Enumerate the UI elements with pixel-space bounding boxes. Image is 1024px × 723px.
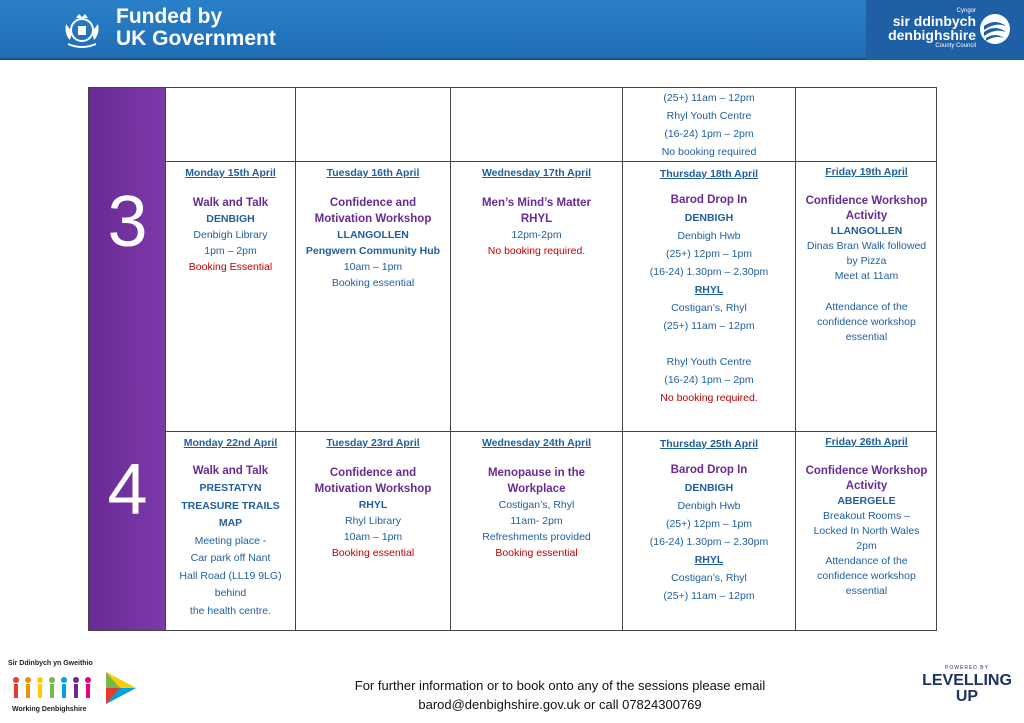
people-figures-icon: [8, 668, 138, 708]
day-date: Wednesday 17th April: [481, 167, 592, 179]
council-line3: County Council: [935, 43, 976, 49]
event-title: Confidence Workshop: [805, 195, 928, 207]
powered-by: POWERED BY: [945, 665, 989, 671]
event-location: ABERGELE: [837, 495, 896, 507]
event-location: RHYL: [358, 499, 388, 511]
event-detail: 11am- 2pm: [510, 515, 563, 527]
event-detail: Car park off Nant: [190, 552, 271, 564]
event-detail: Costigan’s, Rhyl: [498, 499, 575, 511]
event-detail: Denbigh Library: [193, 229, 268, 241]
carry-line: No booking required: [661, 146, 757, 158]
event-detail: Rhyl Library: [344, 515, 402, 527]
funded-line2: UK Government: [116, 27, 276, 50]
event-detail: Costigan’s, Rhyl: [671, 572, 747, 584]
day-date: Wednesday 24th April: [481, 437, 592, 449]
cell-carry-thursday: [623, 88, 796, 162]
event-detail: essential: [845, 585, 888, 597]
day-date: Thursday 25th April: [659, 438, 759, 450]
council-line1: sir ddinbych: [892, 13, 976, 29]
day-date: Thursday 18th April: [659, 168, 759, 180]
event-detail: confidence workshop: [817, 570, 916, 582]
event-detail: 10am – 1pm: [343, 531, 403, 543]
event-location: TREASURE TRAILS: [181, 499, 280, 512]
event-detail: (16-24) 1pm – 2pm: [664, 374, 754, 386]
event-title: Motivation Workshop: [314, 483, 432, 495]
cell-w4-friday: [796, 432, 937, 630]
contact-info: [300, 676, 820, 714]
day-date: Tuesday 16th April: [326, 167, 420, 179]
event-location: PRESTATYN: [199, 482, 262, 494]
event-title: Motivation Workshop: [314, 213, 432, 225]
event-detail: Breakout Rooms –: [823, 510, 910, 522]
swd-line1: Sir Ddinbych yn Gweithio: [8, 660, 93, 667]
event-title: Activity: [845, 210, 888, 222]
council-cymru: Cyngor: [956, 8, 976, 14]
cell-w3-tuesday: [296, 162, 451, 432]
event-location: RHYL: [694, 284, 724, 296]
event-detail: Costigan’s, Rhyl: [671, 302, 747, 314]
booking-note: Booking Essential: [188, 261, 273, 273]
event-title: Men’s Mind’s Matter: [481, 197, 592, 209]
event-title: Confidence and: [329, 467, 417, 479]
event-detail: Booking essential: [331, 277, 415, 289]
cell-w3-wednesday: [451, 162, 623, 432]
cell-w4-wednesday: [451, 432, 623, 630]
event-detail: Dinas Bran Walk followed: [806, 240, 927, 252]
day-date: Friday 19th April: [825, 166, 908, 178]
booking-note: No booking required.: [487, 245, 586, 257]
schedule-grid: [88, 87, 937, 631]
event-detail: confidence workshop: [817, 316, 916, 328]
event-detail: Denbigh Hwb: [677, 500, 741, 512]
day-date: Friday 26th April: [825, 436, 908, 448]
event-detail: Denbigh Hwb: [677, 230, 741, 242]
info-line1: For further information or to book onto any of the sessions please email: [354, 678, 766, 693]
week-column-4: [89, 432, 166, 630]
levelling-up-logo: [922, 664, 1012, 708]
event-title: Menopause in the: [487, 467, 586, 479]
event-location: LLANGOLLEN: [337, 229, 409, 241]
booking-note: Booking essential: [331, 547, 415, 559]
event-location: MAP: [218, 517, 243, 529]
event-title: Barod Drop In: [670, 194, 748, 206]
event-detail: Locked In North Wales: [813, 525, 920, 537]
cell-carry-wednesday: [451, 88, 623, 162]
event-detail: 1pm – 2pm: [204, 245, 257, 257]
cell-carry-friday: [796, 88, 937, 162]
event-detail: (25+) 12pm – 1pm: [665, 248, 753, 260]
week-column-carryover: [89, 88, 166, 162]
cell-w3-monday: [166, 162, 296, 432]
event-detail: 10am – 1pm: [343, 261, 403, 273]
event-title: Walk and Talk: [192, 464, 269, 477]
event-title: Barod Drop In: [670, 464, 748, 476]
cell-w4-monday: [166, 432, 296, 630]
event-detail: Attendance of the: [825, 555, 908, 567]
event-location: RHYL: [520, 213, 553, 225]
levelling-text: LEVELLING: [922, 672, 1012, 689]
event-detail: (16-24) 1.30pm – 2.30pm: [649, 266, 769, 278]
event-detail: 2pm: [856, 540, 877, 552]
event-title: Activity: [845, 480, 888, 492]
event-location: RHYL: [694, 554, 724, 566]
event-location: DENBIGH: [684, 482, 734, 494]
day-date: Monday 15th April: [185, 167, 276, 179]
booking-note: Booking essential: [495, 547, 578, 559]
cell-w4-thursday: [623, 432, 796, 630]
event-detail: essential: [845, 331, 888, 343]
event-location: LLANGOLLEN: [830, 225, 903, 237]
event-detail: Meet at 11am: [834, 270, 899, 282]
event-title: Confidence Workshop: [805, 465, 928, 477]
day-date: Monday 22nd April: [183, 437, 278, 449]
event-detail: Rhyl Youth Centre: [666, 356, 752, 368]
event-detail: Hall Road (LL19 9LG): [179, 569, 282, 582]
event-detail: Attendance of the: [825, 301, 908, 313]
event-detail: (25+) 11am – 12pm: [663, 590, 755, 602]
week-column-3: [89, 162, 166, 432]
up-text: UP: [955, 688, 979, 705]
event-detail: Refreshments provided: [482, 531, 591, 543]
week-number: 3: [107, 182, 148, 262]
working-denbighshire-logo: [8, 660, 138, 718]
week-number: 4: [107, 450, 148, 530]
event-detail: (25+) 12pm – 1pm: [665, 518, 753, 530]
event-detail: behind: [214, 587, 247, 599]
carry-line: Rhyl Youth Centre: [666, 110, 752, 122]
info-line2: barod@denbighshire.gov.uk or call 07824300769: [418, 697, 702, 712]
cell-carry-monday: [166, 88, 296, 162]
funded-line1: Funded by: [116, 5, 223, 28]
carry-line: (25+) 11am – 12pm: [663, 92, 755, 104]
event-title: Workplace: [507, 483, 566, 495]
funded-by-uk-government: [116, 6, 276, 50]
event-location: DENBIGH: [206, 213, 255, 225]
council-name: [880, 8, 976, 50]
royal-crest-icon: [60, 10, 104, 50]
day-date: Tuesday 23rd April: [326, 437, 420, 449]
council-line2: denbighshire: [888, 27, 976, 43]
cell-w3-thursday: [623, 162, 796, 432]
swd-line2: Working Denbighshire: [12, 706, 87, 713]
cell-w3-friday: [796, 162, 937, 432]
council-logo-box: [866, 0, 1024, 60]
booking-note: No booking required.: [660, 392, 758, 404]
event-detail: Meeting place -: [194, 534, 267, 547]
header-banner: [0, 0, 1024, 60]
event-detail: the health centre.: [189, 604, 272, 617]
council-swirl-icon: [978, 12, 1012, 46]
event-title: Walk and Talk: [192, 197, 269, 209]
event-detail: 12pm-2pm: [511, 229, 562, 241]
event-detail: by Pizza: [846, 255, 887, 267]
event-venue: Pengwern Community Hub: [305, 245, 441, 257]
event-title: Confidence and: [329, 197, 417, 209]
event-detail: (16-24) 1.30pm – 2.30pm: [649, 536, 769, 548]
cell-w4-tuesday: [296, 432, 451, 630]
event-location: DENBIGH: [684, 212, 734, 224]
carry-line: (16-24) 1pm – 2pm: [664, 128, 754, 140]
cell-carry-tuesday: [296, 88, 451, 162]
event-detail: (25+) 11am – 12pm: [663, 320, 755, 332]
